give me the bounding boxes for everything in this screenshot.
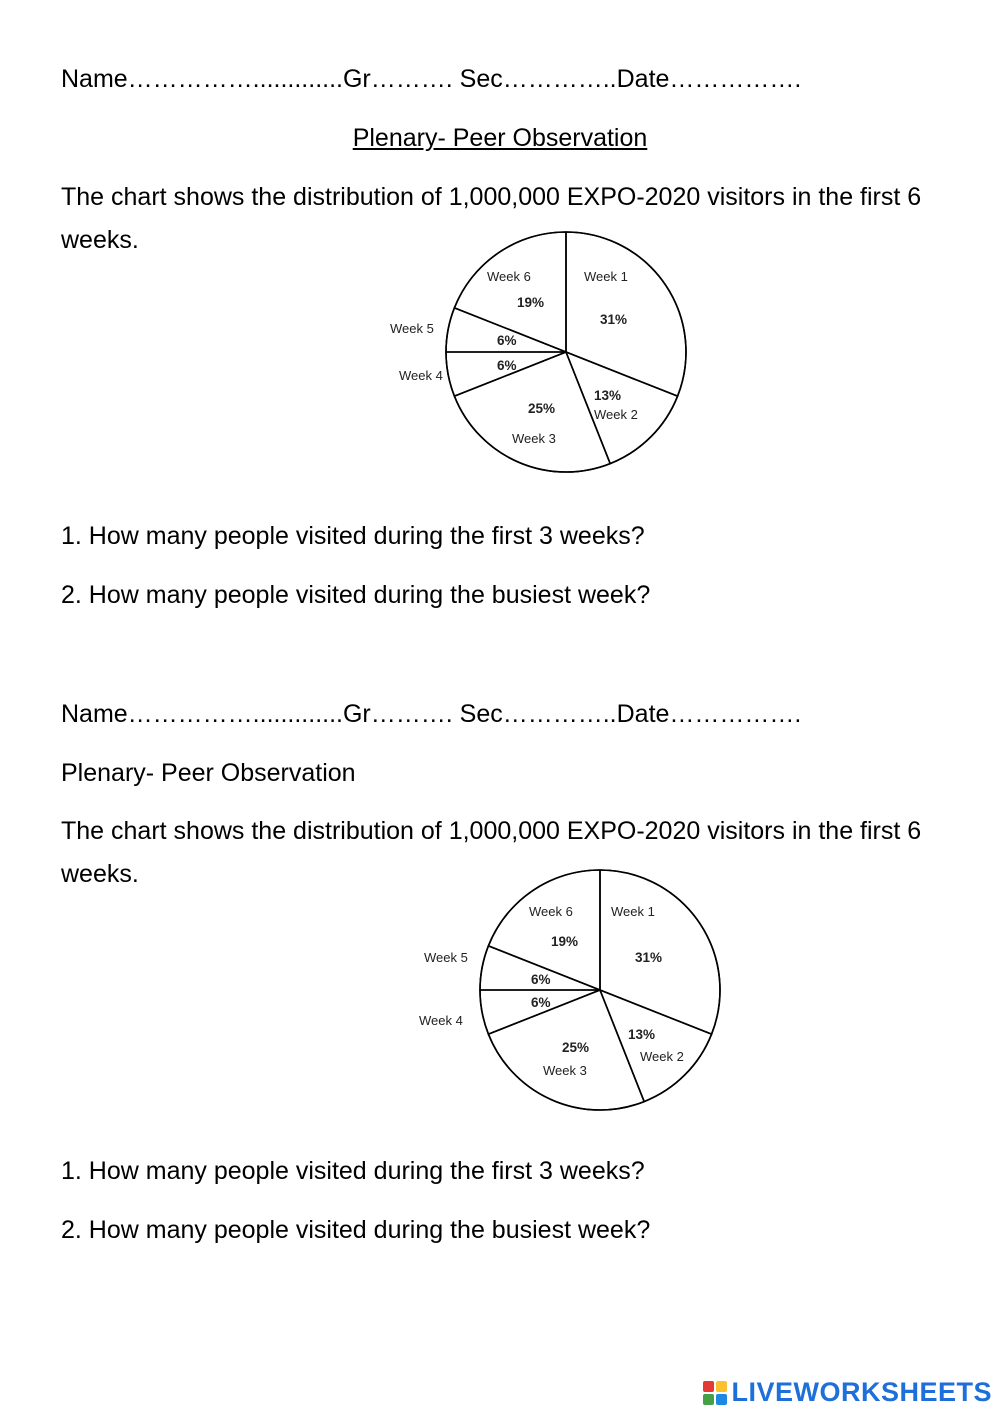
percent-label: 19% (517, 295, 545, 310)
week-label: Week 2 (594, 407, 638, 422)
logo-square (716, 1381, 727, 1392)
week-label: Week 1 (584, 269, 628, 284)
week-label: Week 1 (611, 904, 655, 919)
percent-label: 25% (528, 401, 556, 416)
pie-chart (387, 232, 689, 476)
header-line: Name…………….............Gr………. Sec…………..Date……………. (61, 700, 802, 728)
week-label: Week 3 (512, 431, 556, 446)
week-label: Week 2 (640, 1049, 684, 1064)
pie-chart (418, 868, 723, 1114)
worksheet-title: Plenary- Peer Observation (61, 759, 356, 787)
intro-paragraph: The chart shows the distribution of 1,000,000 EXPO-2020 visitors in the first 6 weeks. (61, 183, 922, 254)
percent-label: 13% (628, 1027, 656, 1042)
week-label: Week 6 (529, 904, 573, 919)
percent-label: 6% (531, 995, 551, 1010)
week-label: Week 6 (487, 269, 531, 284)
percent-label: 6% (531, 972, 551, 987)
question-2: 2. How many people visited during the busiest week? (61, 1216, 651, 1244)
question-1: 1. How many people visited during the first 3 weeks? (61, 522, 645, 550)
week-label: Week 3 (543, 1063, 587, 1078)
worksheet-title (0, 122, 1000, 154)
percent-label: 19% (551, 934, 579, 949)
week-label: Week 4 (419, 1013, 463, 1028)
percent-label: 13% (594, 388, 622, 403)
logo-square (703, 1381, 714, 1392)
percent-label: 31% (635, 950, 663, 965)
week-label: Week 5 (424, 950, 468, 965)
intro-paragraph: The chart shows the distribution of 1,000,000 EXPO-2020 visitors in the first 6 weeks. (61, 817, 922, 888)
week-label: Week 4 (399, 368, 443, 383)
liveworksheets-logo (703, 1377, 992, 1408)
percent-label: 25% (562, 1040, 590, 1055)
logo-square (703, 1394, 714, 1405)
percent-label: 6% (497, 333, 517, 348)
percent-label: 31% (600, 312, 628, 327)
percent-label: 6% (497, 358, 517, 373)
brand-text: LIVEWORKSHEETS (731, 1377, 992, 1407)
question-1: 1. How many people visited during the first 3 weeks? (61, 1157, 645, 1185)
logo-icon (703, 1381, 727, 1405)
header-line: Name…………….............Gr………. Sec…………..Date……………. (61, 65, 802, 93)
logo-square (716, 1394, 727, 1405)
question-2: 2. How many people visited during the busiest week? (61, 581, 651, 609)
week-label: Week 5 (390, 321, 434, 336)
worksheet-title-text: Plenary- Peer Observation (352, 124, 648, 152)
